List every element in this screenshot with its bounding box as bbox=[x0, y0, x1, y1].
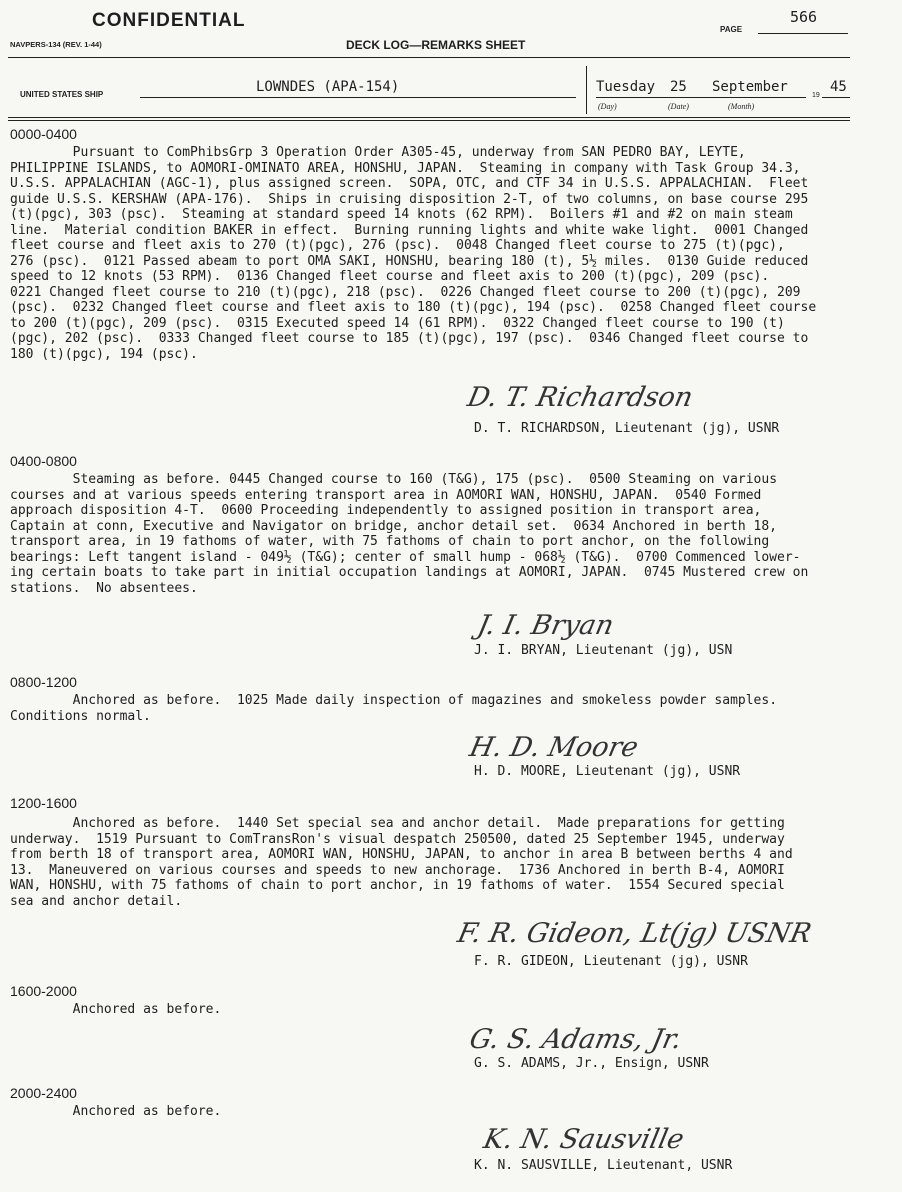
log-year: 45 bbox=[830, 79, 847, 95]
signature-moore: H. D. Moore bbox=[466, 732, 641, 763]
signature-gideon: F. R. Gideon, Lt(jg) USNR bbox=[454, 918, 815, 949]
signature-sausville: K. N. Sausville bbox=[480, 1124, 687, 1155]
sheet-title: DECK LOG—REMARKS SHEET bbox=[346, 38, 526, 52]
page-label: PAGE bbox=[720, 25, 743, 34]
header-bottom-rule bbox=[8, 117, 850, 118]
watch-entry-0400-0800: Steaming as before. 0445 Changed course to 160 (T&G), 175 (psc). 0500 Steaming on various courses and at various speeds entering transport area in AOMORI WAN, HONSHU, JAPAN. 0540 Formed approach disposition 4-T. 0600 Proceeding independently to assigned position in transport area, Captain at conn, Executive and Navigator on bridge, anchor detail set. 0634 Anchored in berth 18, transport area, in 19 fathoms of water, with 75 fathoms of chain to port anchor, on the following bearings: Left tangent island - 049½ (T&G); center of small hump - 068½ (T&G). 0700 Commenced lower- ing certain boats to take part in initial occupation landings at AOMORI, JAPAN. 0745 Mustered crew on stations. No absentees. bbox=[10, 472, 809, 596]
header-divider bbox=[8, 57, 850, 58]
watch-entry-2000-2400: Anchored as before. bbox=[10, 1104, 222, 1119]
form-number: NAVPERS-134 (REV. 1-44) bbox=[10, 40, 102, 49]
watch-period-1600-2000: 1600-2000 bbox=[10, 983, 77, 999]
ship-label: UNITED STATES SHIP bbox=[20, 90, 104, 99]
signature-bryan: J. I. Bryan bbox=[474, 610, 617, 641]
officer-moore: H. D. MOORE, Lieutenant (jg), USNR bbox=[474, 764, 741, 779]
log-month: September bbox=[712, 79, 788, 95]
watch-period-0400-0800: 0400-0800 bbox=[10, 453, 77, 469]
watch-entry-1600-2000: Anchored as before. bbox=[10, 1002, 222, 1017]
year-line bbox=[822, 97, 850, 98]
officer-sausville: K. N. SAUSVILLE, Lieutenant, USNR bbox=[474, 1158, 733, 1173]
header-bottom-rule-double bbox=[8, 120, 850, 121]
watch-period-2000-2400: 2000-2400 bbox=[10, 1085, 77, 1101]
signature-richardson: D. T. Richardson bbox=[464, 382, 696, 413]
signature-adams: G. S. Adams, Jr. bbox=[466, 1024, 685, 1055]
ship-name: LOWNDES (APA-154) bbox=[256, 79, 400, 95]
log-date: 25 bbox=[670, 79, 687, 95]
ship-name-line bbox=[140, 97, 576, 98]
classification-label: CONFIDENTIAL bbox=[92, 10, 246, 31]
date-caption: (Date) bbox=[668, 102, 689, 111]
watch-period-1200-1600: 1200-1600 bbox=[10, 795, 77, 811]
month-caption: (Month) bbox=[728, 102, 755, 111]
officer-bryan: J. I. BRYAN, Lieutenant (jg), USN bbox=[474, 643, 733, 658]
watch-entry-0800-1200: Anchored as before. 1025 Made daily inspection of magazines and smokeless powder samples. Conditions normal. bbox=[10, 693, 778, 724]
header-vertical-divider bbox=[586, 66, 587, 114]
officer-adams: G. S. ADAMS, Jr., Ensign, USNR bbox=[474, 1056, 709, 1071]
day-caption: (Day) bbox=[598, 102, 617, 111]
watch-period-0800-1200: 0800-1200 bbox=[10, 674, 77, 690]
officer-richardson: D. T. RICHARDSON, Lieutenant (jg), USNR bbox=[474, 421, 780, 436]
watch-entry-0000-0400: Pursuant to ComPhibsGrp 3 Operation Order A305-45, underway from SAN PEDRO BAY, LEYTE, PHILIPPINE ISLANDS, to AOMORI-OMINATO AREA, HONSHU, JAPAN. Steaming in company with Task Group 34.3, U.S.S. APPALACHIAN (AGC-1), plus assigned screen. SOPA, OTC, and CTF 34 in U.S.S. APPALACHIAN. Fleet guide U.S.S. KERSHAW (APA-176). Ships in cruising disposition 2-T, of two columns, on base course 295 (t)(pgc), 303 (psc). Steaming at standard speed 14 knots (62 RPM). Boilers #1 and #2 on main steam line. Material condition BAKER in effect. Burning running lights and white wake light. 0001 Changed fleet course and fleet axis to 270 (t)(pgc), 276 (psc). 0048 Changed fleet course to 275 (t)(pgc), 276 (psc). 0121 Passed abeam to port OMA SAKI, HONSHU, bearing 180 (t), 5½ miles. 0130 Guide reduced speed to 12 knots (53 RPM). 0136 Changed fleet course and fleet axis to 200 (t)(pgc), 209 (psc). 0221 Changed fleet course to 210 (t)(pgc), 218 (psc). 0226 Changed fleet course to 200 (t)(pgc), 209 (psc). 0232 Changed fleet course and fleet axis to 180 (t)(pgc), 194 (psc). 0258 Changed fleet course to 200 (t)(pgc), 209 (psc). 0315 Executed speed 14 (61 RPM). 0322 Changed fleet course to 190 (t) (pgc), 202 (psc). 0333 Changed fleet course to 185 (t)(pgc), 197 (psc). 0346 Changed fleet course to 180 (t)(pgc), 194 (psc). bbox=[10, 145, 817, 362]
page-number: 566 bbox=[790, 8, 818, 26]
page-number-line bbox=[758, 33, 848, 34]
year-prefix: 19 bbox=[812, 92, 820, 99]
officer-gideon: F. R. GIDEON, Lieutenant (jg), USNR bbox=[474, 954, 748, 969]
date-line bbox=[596, 97, 806, 98]
watch-period-0000-0400: 0000-0400 bbox=[10, 126, 77, 142]
watch-entry-1200-1600: Anchored as before. 1440 Set special sea and anchor detail. Made preparations for getting underway. 1519 Pursuant to ComTransRon's visual despatch 250500, dated 25 September 1945, underway from berth 18 of transport area, AOMORI WAN, HONSHU, JAPAN, to anchor in area B between berths 4 and 13. Maneuvered on various courses and speeds to new anchorage. 1736 Anchored in berth B-4, AOMORI WAN, HONSHU, with 75 fathoms of chain to port anchor, in 19 fathoms of water. 1554 Secured special sea and anchor detail. bbox=[10, 816, 793, 909]
log-day: Tuesday bbox=[596, 79, 656, 95]
